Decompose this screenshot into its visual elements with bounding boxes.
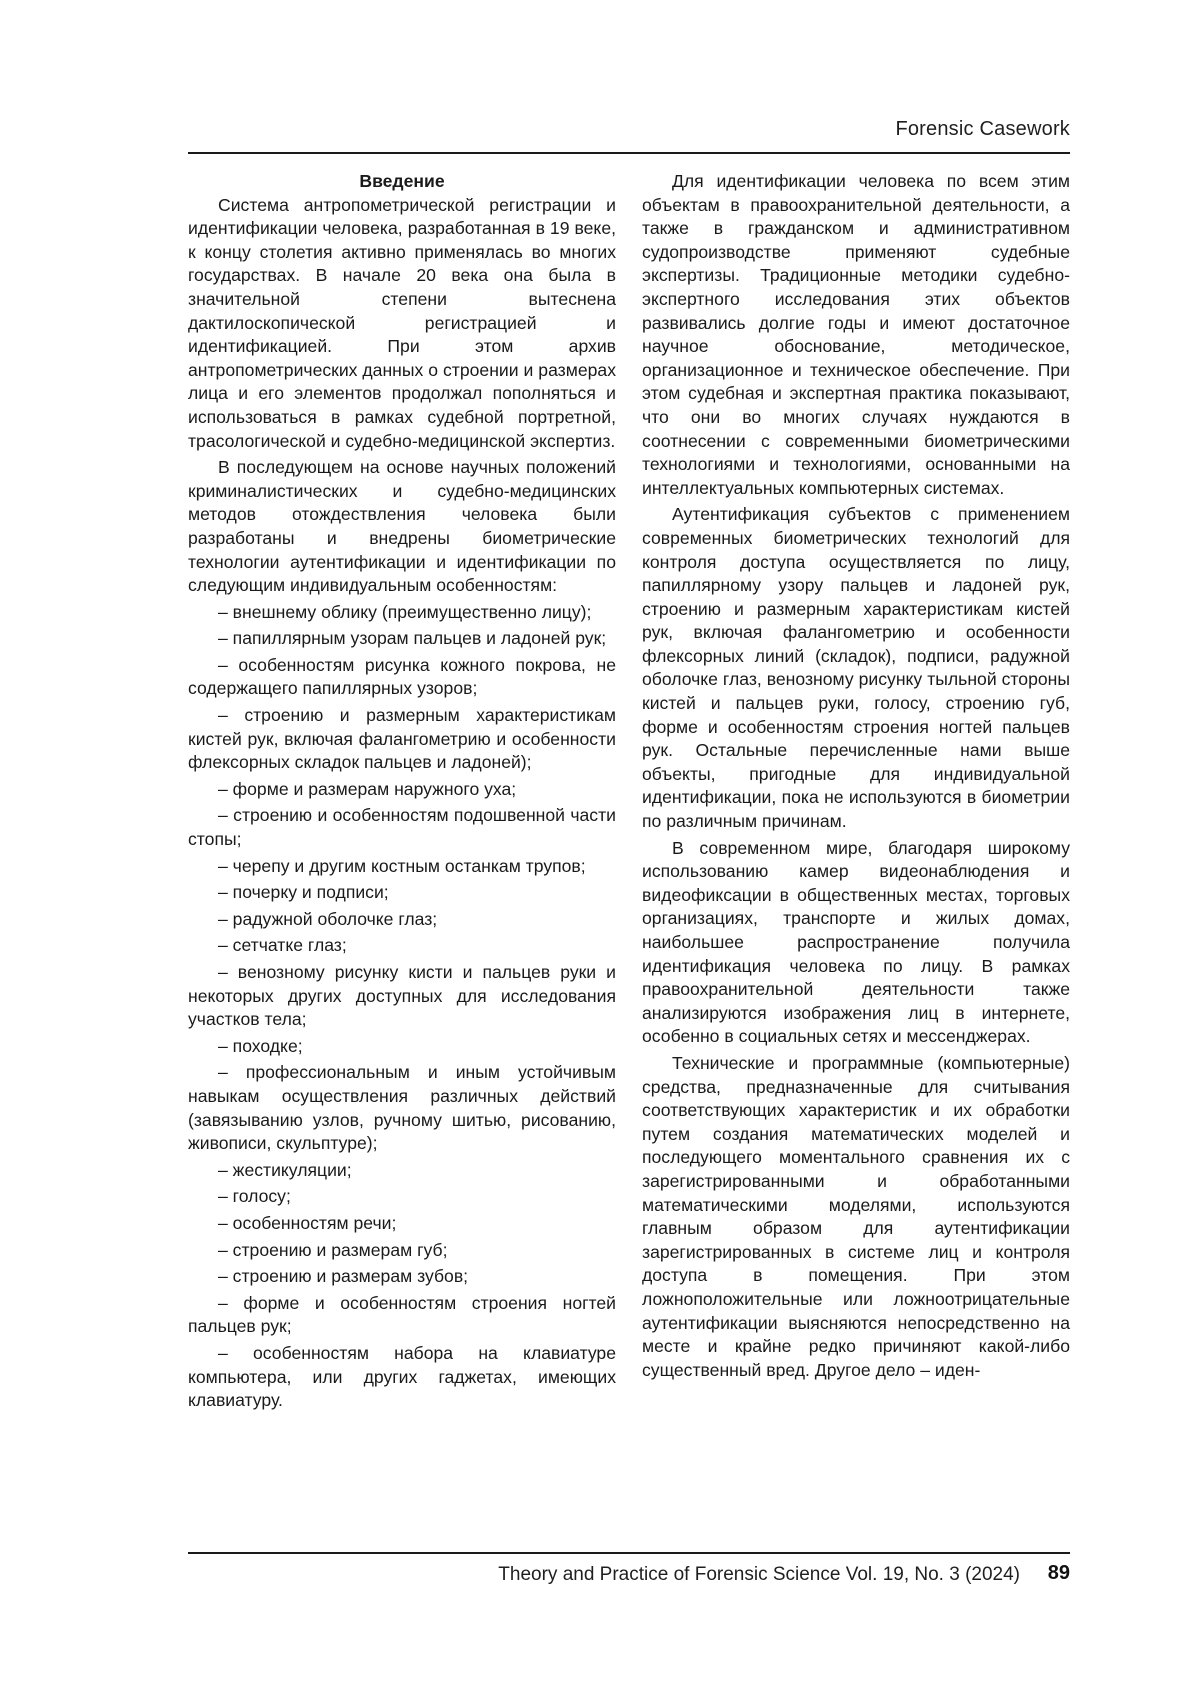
list-item: – походке; xyxy=(218,1035,303,1056)
list-item: – форме и размерам наружного уха; xyxy=(218,778,517,799)
list-item: – строению и размерным характеристикам кистей рук, включая фалангометрию и особенности флексорных складок пальцев и ладоней); xyxy=(188,705,616,773)
paragraph: Технические и программные (компьютерные) средства, предназначенные для считывания соответствующих характеристик и их обработки путем создания математических моделей и последующего моментального сравнения их с зарегистрированными и обработанными математическими моделями, используются главным образом для аутентификации зарегистрированных в системе лиц и контроля доступа в помещения. При этом ложноположительные или ложноотрицательные аутентификации выясняются непосредственно на месте и крайне редко причиняют какой-либо существенный вред. Другое дело – иден- xyxy=(642,1052,1070,1380)
list-item: – строению и особенностям подошвенной части стопы; xyxy=(188,805,616,850)
running-title: Forensic Casework xyxy=(895,118,1070,140)
list-item: – почерку и подписи; xyxy=(218,882,389,903)
paragraph: Аутентификация субъектов с применением современных биометрических технологий для контроля доступа осуществляется по лицу, папиллярному узору пальцев и ладоней рук, строению и размерным характеристикам кистей рук, включая фалангометрию и особенности флексорных линий (складок), подписи, радужной оболочке глаз, венозному рисунку тыльной стороны кистей и пальцев руки, голосу, строению губ, форме и особенностям строения ногтей пальцев рук. Остальные перечисленные нами выше объекты, пригодные для индивидуальной идентификации, пока не используются в биометрии по различным причинам. xyxy=(642,504,1070,832)
list-item: – внешнему облику (преимущественно лицу); xyxy=(218,601,592,622)
list-item: – особенностям речи; xyxy=(218,1212,397,1233)
list-item: – черепу и другим костным останкам трупов; xyxy=(218,855,586,876)
list-item: – строению и размерам губ; xyxy=(218,1239,448,1260)
list-item: – венозному рисунку кисти и пальцев руки и некоторых других доступных для исследования участков тела; xyxy=(188,962,616,1030)
paragraph: Для идентификации человека по всем этим объектам в правоохранительной деятельности, а также в гражданском и административном судопроизводстве применяют судебные экспертизы. Традиционные методики судебно-экспертного исследования этих объектов развивались долгие годы и имеют достаточное научное обоснование, методическое, организационное и техническое обеспечение. При этом судебная и экспертная практика показывают, что они во многих случаях нуждаются в соотнесении с современными биометрическими технологиями и технологиями, основанными на интеллектуальных компьютерных системах. xyxy=(642,171,1070,498)
list-item: – строению и размерам зубов; xyxy=(218,1266,469,1287)
list-item: – особенностям рисунка кожного покрова, не содержащего папиллярных узоров; xyxy=(188,654,616,699)
list-item: – голосу; xyxy=(218,1186,291,1207)
list-item: – форме и особенностям строения ногтей пальцев рук; xyxy=(188,1292,616,1337)
list-item: – жестикуляции; xyxy=(218,1159,352,1180)
list-item: – папиллярным узорам пальцев и ладоней рук; xyxy=(218,628,607,649)
list-item: – особенностям набора на клавиатуре компьютера, или других гаджетах, имеющих клавиатуру. xyxy=(188,1342,616,1411)
list-item: – сетчатке глаз; xyxy=(218,935,347,956)
paragraph: В современном мире, благодаря широкому использованию камер видеонаблюдения и видеофиксации в общественных местах, торговых организациях, транспорте и жилых домах, наибольшее распространение получила идентификация человека по лицу. В рамках правоохранительной деятельности также анализируются изображения лиц в интернете, особенно в социальных сетях и мессенджерах. xyxy=(642,837,1070,1047)
header-rule xyxy=(188,152,1070,154)
section-heading: Введение xyxy=(359,171,445,191)
paragraph: В последующем на основе научных положений криминалистических и судебно-медицинских методов отождествления человека были разработаны и внедрены биометрические технологии аутентификации и идентификации по следующим индивидуальным особенностям: xyxy=(188,457,616,596)
journal-citation: Theory and Practice of Forensic Science Vol. 19, No. 3 (2024) xyxy=(498,1564,1020,1585)
list-item: – профессиональным и иным устойчивым навыкам осуществления различных действий (завязыванию узлов, ручному шитью, рисованию, живописи, скульптуре); xyxy=(188,1062,616,1154)
page-number: 89 xyxy=(1047,1562,1070,1584)
right-column xyxy=(642,170,1070,1382)
left-column xyxy=(188,170,616,1413)
list-item: – радужной оболочке глаз; xyxy=(218,908,438,929)
paragraph: Система антропометрической регистрации и идентификации человека, разработанная в 19 веке, к концу столетия активно применялась во многих государствах. В начале 20 века она была в значительной степени вытеснена дактилоскопической регистрацией и идентификацией. При этом архив антропометрических данных о строении и размерах лица и его элементов продолжал пополняться и использоваться в рамках судебной портретной, трасологической и судебно-медицинской экспертиз. xyxy=(188,194,616,451)
footer-rule xyxy=(188,1552,1070,1554)
